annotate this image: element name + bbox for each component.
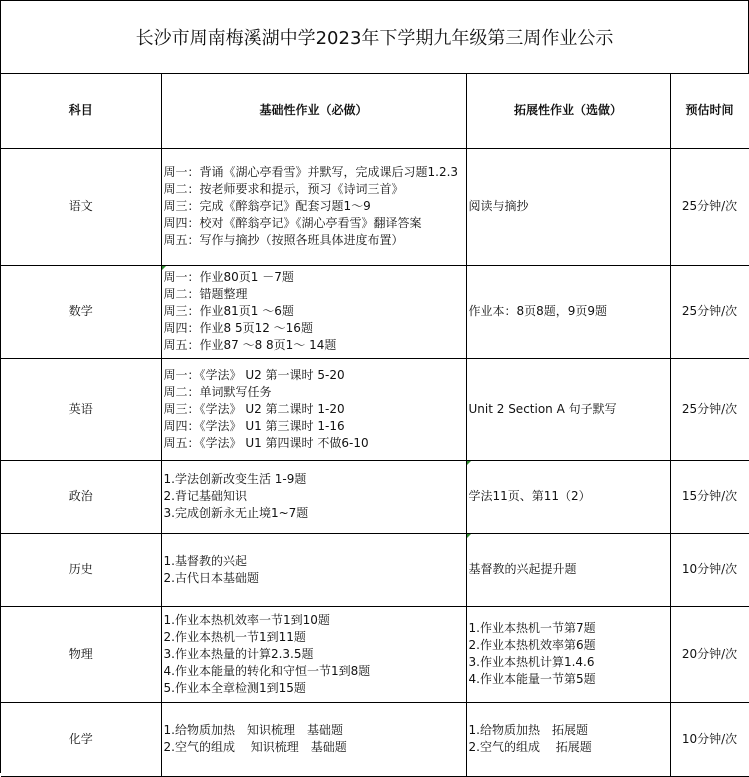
list-item: 周五：作业87 ～8 8页1～ 14题 [163,338,337,352]
subject-cell: 化学 [1,702,161,776]
list-item: 周一：背诵《湖心亭看雪》并默写，完成课后习题1.2.3 [163,165,459,179]
homework-table [1,74,749,777]
list-item: 基督教的兴起提升题 [468,562,577,576]
table-row [1,265,749,358]
subject-cell: 英语 [1,358,161,460]
list-item: 周一：作业80页1 －7题 [163,270,294,284]
list-item: 5.作业本全章检测1到15题 [163,680,306,695]
table-row [1,606,749,702]
basic-cell [161,606,466,702]
header-extended: 拓展性作业（选做） [466,74,670,148]
time-cell: 25分钟/次 [670,265,749,358]
table-row [1,460,749,533]
comment-marker-icon [467,461,471,465]
table-row [1,358,749,460]
list-item: Unit 2 Section A 句子默写 [468,401,617,416]
subject-cell: 历史 [1,533,161,606]
basic-cell [161,358,466,460]
list-item: 周五：《学法》 U1 第四课时 不做6-10 [163,435,369,450]
list-item: 1.作业本热机效率一节1到10题 [163,612,330,627]
list-item: 作业本：8页8题，9页9题 [468,304,608,318]
header-time: 预估时间 [670,74,749,148]
list-item: 1.学法创新改变生活 1-9题 [163,472,307,486]
extended-cell [466,265,670,358]
list-item: 2.作业本热机一节1到11题 [163,629,306,644]
list-item: 1.给物质加热 知识梳理 基础题 [163,723,343,737]
list-item: 4.作业本能量的转化和守恒一节1到8题 [163,663,371,678]
table-row [1,148,749,265]
header-basic: 基础性作业（必做） [161,74,466,148]
list-item: 2.古代日本基础题 [163,570,259,585]
list-item: 3.作业本热机计算1.4.6 [468,655,595,669]
table-row [1,702,749,776]
list-item: 周一：《学法》 U2 第一课时 5-20 [163,367,345,382]
time-cell: 25分钟/次 [670,358,749,460]
list-item: 周二：单词默写任务 [163,384,272,399]
subject-cell: 数学 [1,265,161,358]
list-item: 2.作业本热机效率第6题 [468,638,596,652]
list-item: 3.作业本热量的计算2.3.5题 [163,646,314,661]
basic-cell [161,460,466,533]
list-item: 周三：作业81页1 ～6题 [163,304,294,318]
list-item: 2.空气的组成 拓展题 [468,740,592,754]
extended-cell [466,460,670,533]
list-item: 阅读与摘抄 [468,199,529,213]
table-row [1,533,749,606]
list-item: 周二：按老师要求和提示，预习《诗词三首》 [163,182,404,196]
basic-cell [161,702,466,776]
header-subject: 科目 [1,74,161,148]
time-cell: 10分钟/次 [670,533,749,606]
list-item: 学法11页、第11（2） [468,489,591,503]
extended-cell [466,606,670,702]
list-item: 4.作业本能量一节第5题 [468,672,596,686]
time-cell: 15分钟/次 [670,460,749,533]
time-cell: 20分钟/次 [670,606,749,702]
comment-marker-icon [162,266,166,270]
comment-marker-icon [467,534,471,538]
subject-cell: 物理 [1,606,161,702]
list-item: 周四：作业8 5页12 ～16题 [163,321,313,335]
header-row [1,74,749,148]
list-item: 2.背记基础知识 [163,489,247,503]
list-item: 1.作业本热机一节第7题 [468,621,596,635]
extended-cell [466,148,670,265]
list-item: 3.完成创新永无止境1~7题 [163,506,309,520]
basic-cell [161,148,466,265]
page-title: 长沙市周南梅溪湖中学2023年下学期九年级第三周作业公示 [1,1,749,74]
extended-cell [466,358,670,460]
subject-cell: 政治 [1,460,161,533]
basic-cell [161,533,466,606]
subject-cell: 语文 [1,148,161,265]
time-cell: 25分钟/次 [670,148,749,265]
list-item: 周三：《学法》 U2 第二课时 1-20 [163,401,345,416]
list-item: 2.空气的组成 知识梳理 基础题 [163,740,347,754]
basic-cell [161,265,466,358]
extended-cell [466,533,670,606]
time-cell: 10分钟/次 [670,702,749,776]
list-item: 周三：完成《醉翁亭记》配套习题1～9 [163,199,371,213]
list-item: 周五：写作与摘抄（按照各班具体进度布置） [163,233,404,247]
list-item: 周二：错题整理 [163,287,248,301]
list-item: 1.给物质加热 拓展题 [468,723,588,737]
list-item: 1.基督教的兴起 [163,553,247,568]
extended-cell [466,702,670,776]
list-item: 周四：校对《醉翁亭记》《湖心亭看雪》翻译答案 [163,216,422,230]
list-item: 周四：《学法》 U1 第三课时 1-16 [163,418,345,433]
